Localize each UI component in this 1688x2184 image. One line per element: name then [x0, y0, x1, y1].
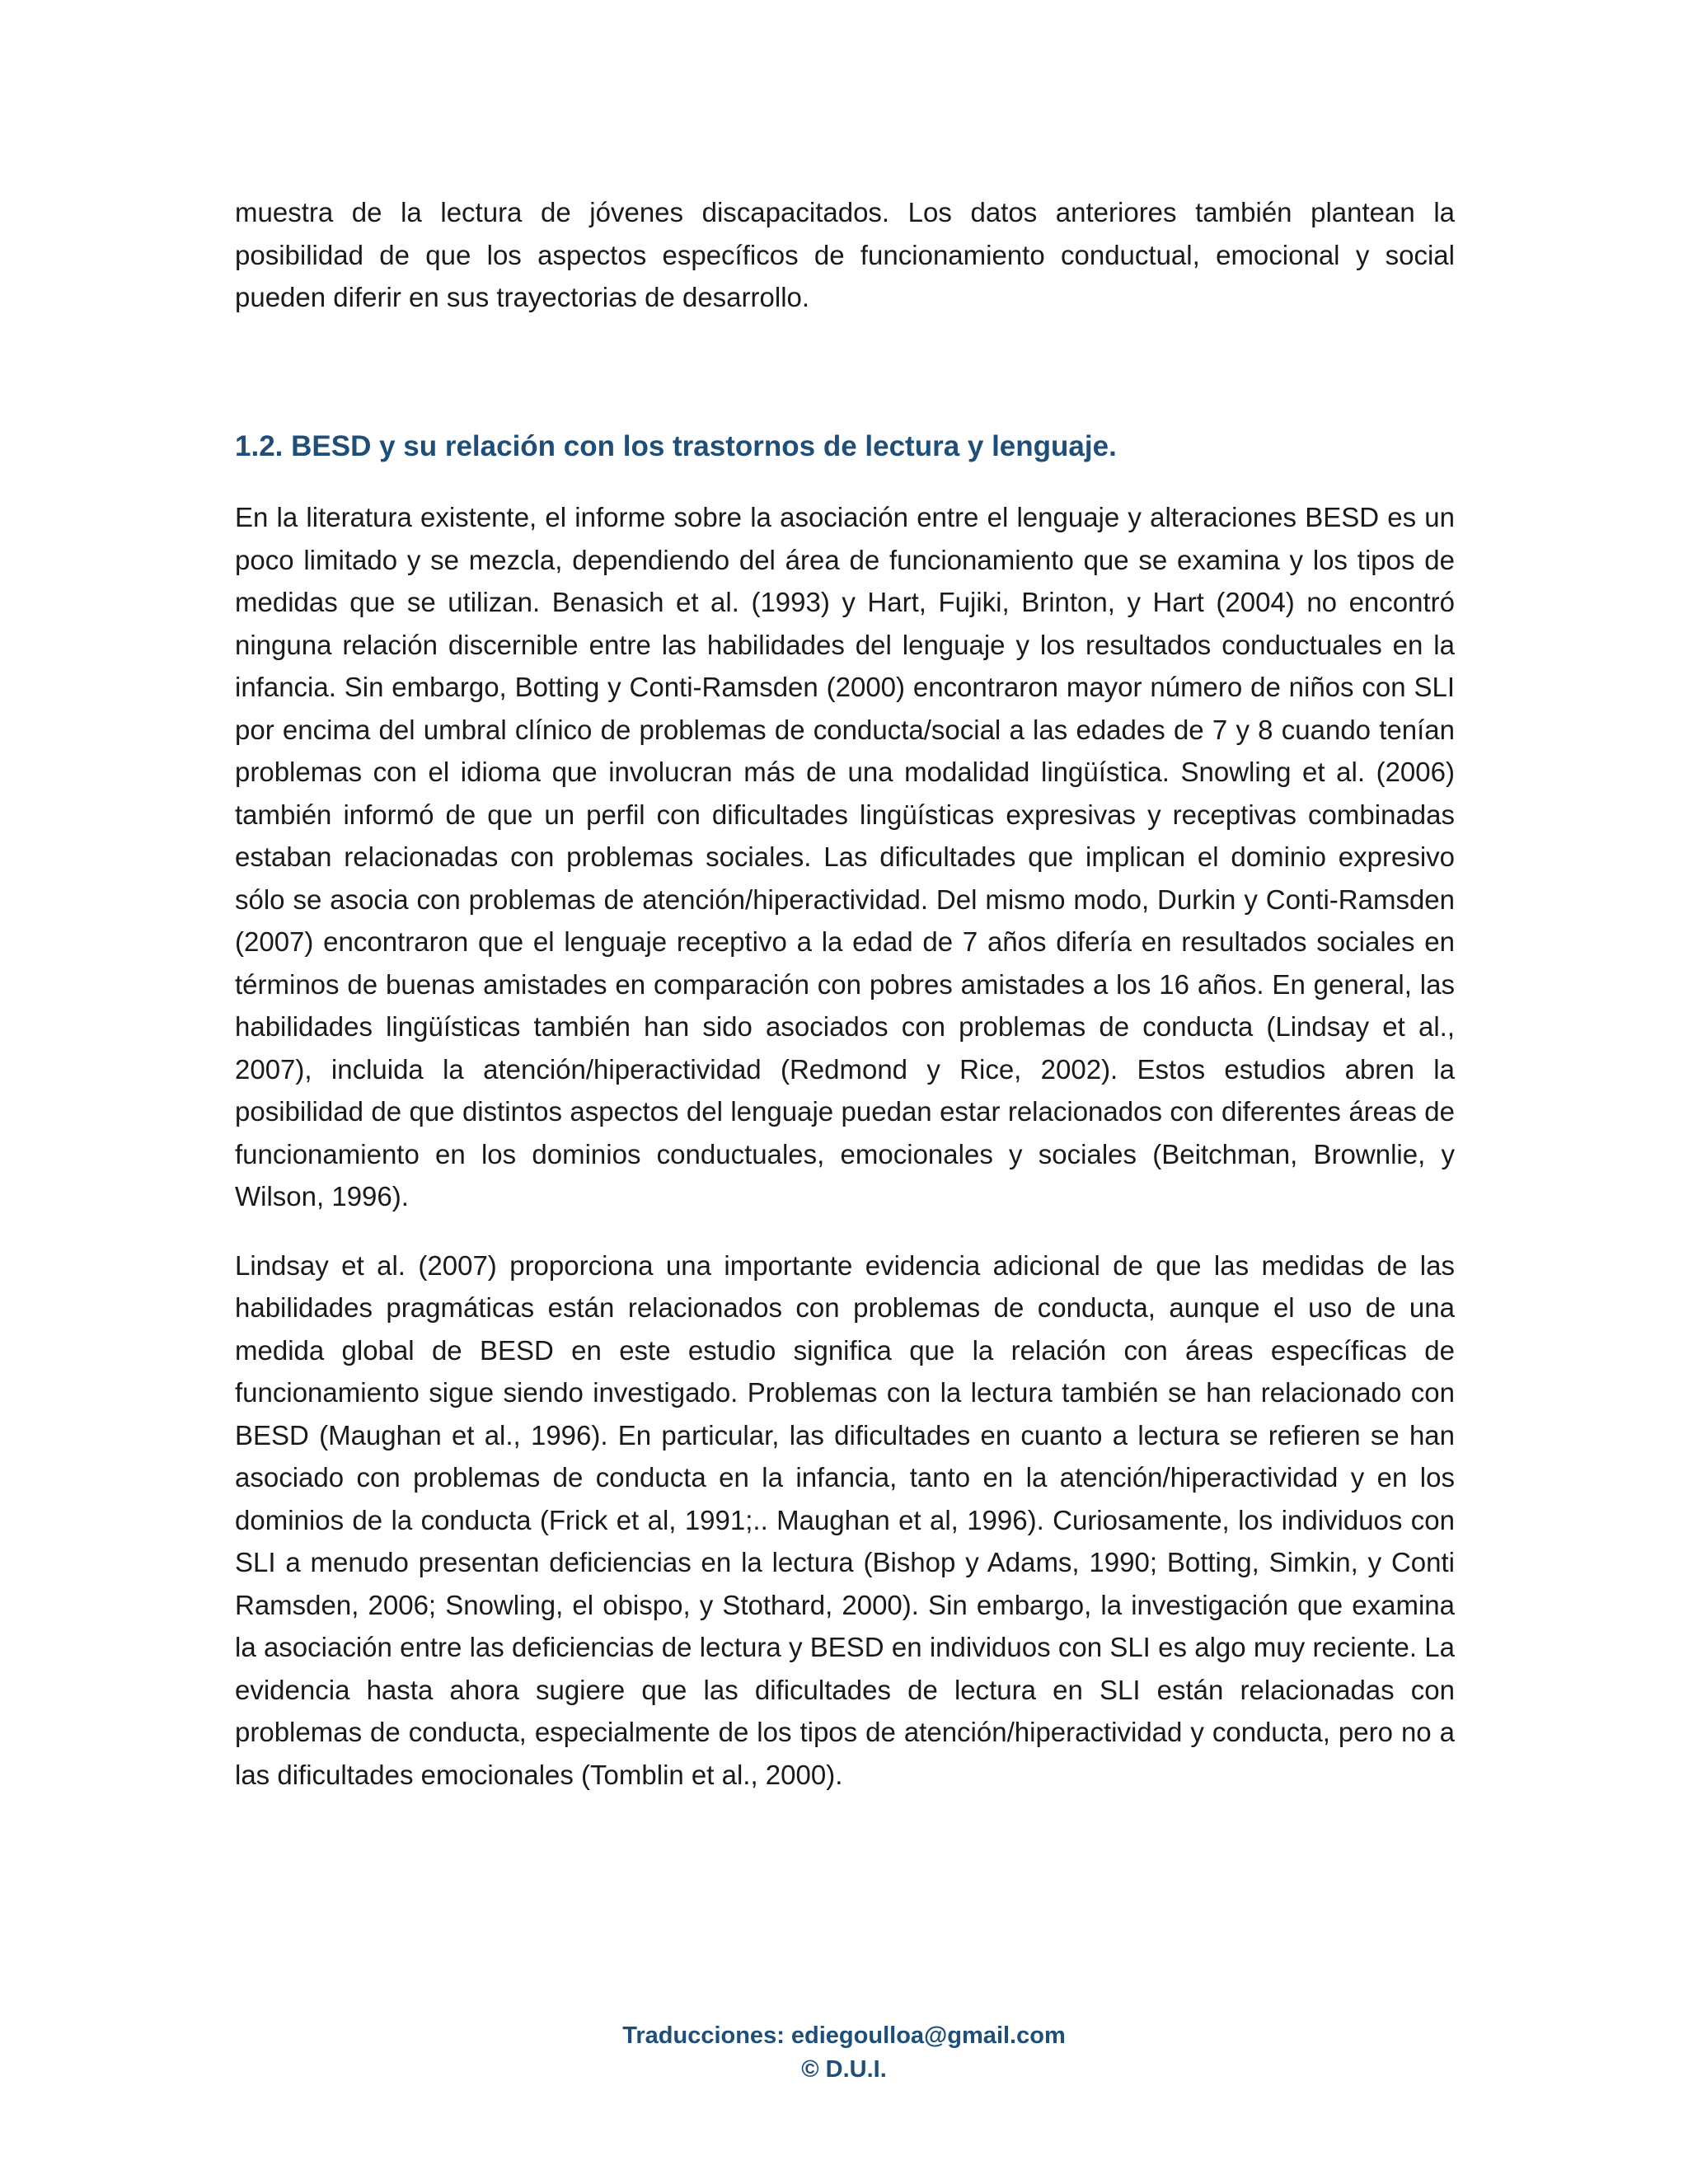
page-footer	[0, 2019, 1688, 2087]
intro-paragraph: muestra de la lectura de jóvenes discapacitados. Los datos anteriores también plantean la posibilidad de que los aspectos específicos de funcionamiento conductual, emocional y social pueden diferir en sus trayectorias de desarrollo.	[235, 197, 1455, 312]
section-heading: 1.2. BESD y su relación con los trastornos de lectura y lenguaje.	[235, 430, 1117, 462]
body-paragraph-1: En la literatura existente, el informe sobre la asociación entre el lenguaje y alteraciones BESD es un poco limitado y se mezcla, dependiendo del área de funcionamiento que se examina y los tipos de medidas que se utilizan. Benasich et al. (1993) y Hart, Fujiki, Brinton, y Hart (2004) no encontró ninguna relación discernible entre las habilidades del lenguaje y los resultados conductuales en la infancia. Sin embargo, Botting y Conti-Ramsden (2000) encontraron mayor número de niños con SLI por encima del umbral clínico de problemas de conducta/social a las edades de 7 y 8 cuando tenían problemas con el idioma que involucran más de una modalidad lingüística. Snowling et al. (2006) también informó de que un perfil con dificultades lingüísticas expresivas y receptivas combinadas estaban relacionadas con problemas sociales. Las dificultades que implican el dominio expresivo sólo se asocia con problemas de atención/hiperactividad. Del mismo modo, Durkin y Conti-Ramsden (2007) encontraron que el lenguaje receptivo a la edad de 7 años difería en resultados sociales en términos de buenas amistades en comparación con pobres amistades a los 16 años. En general, las habilidades lingüísticas también han sido asociados con problemas de conducta (Lindsay et al., 2007), incluida la atención/hiperactividad (Redmond y Rice, 2002). Estos estudios abren la posibilidad de que distintos aspectos del lenguaje puedan estar relacionados con diferentes áreas de funcionamiento en los dominios conductuales, emocionales y sociales (Beitchman, Brownlie, y Wilson, 1996).	[235, 502, 1455, 1212]
footer-copyright: © D.U.I.	[801, 2056, 887, 2083]
footer-credit: Traducciones: ediegoulloa@gmail.com	[622, 2022, 1066, 2049]
page-content	[235, 191, 1455, 1790]
section-body	[235, 496, 1455, 1796]
body-paragraph-2: Lindsay et al. (2007) proporciona una importante evidencia adicional de que las medidas de las habilidades pragmáticas están relacionados con problemas de conducta, aunque el uso de una medida global de BESD en este estudio significa que la relación con áreas específicas de funcionamiento sigue siendo investigado. Problemas con la lectura también se han relacionado con BESD (Maughan et al., 1996). En particular, las dificultades en cuanto a lectura se refieren se han asociado con problemas de conducta en la infancia, tanto en la atención/hiperactividad y en los dominios de la conducta (Frick et al, 1991;.. Maughan et al, 1996). Curiosamente, los individuos con SLI a menudo presentan deficiencias en la lectura (Bishop y Adams, 1990; Botting, Simkin, y Conti Ramsden, 2006; Snowling, el obispo, y Stothard, 2000). Sin embargo, la investigación que examina la asociación entre las deficiencias de lectura y BESD en individuos con SLI es algo muy reciente. La evidencia hasta ahora sugiere que las dificultades de lectura en SLI están relacionadas con problemas de conducta, especialmente de los tipos de atención/hiperactividad y conducta, pero no a las dificultades emocionales (Tomblin et al., 2000).	[235, 1249, 1455, 1790]
